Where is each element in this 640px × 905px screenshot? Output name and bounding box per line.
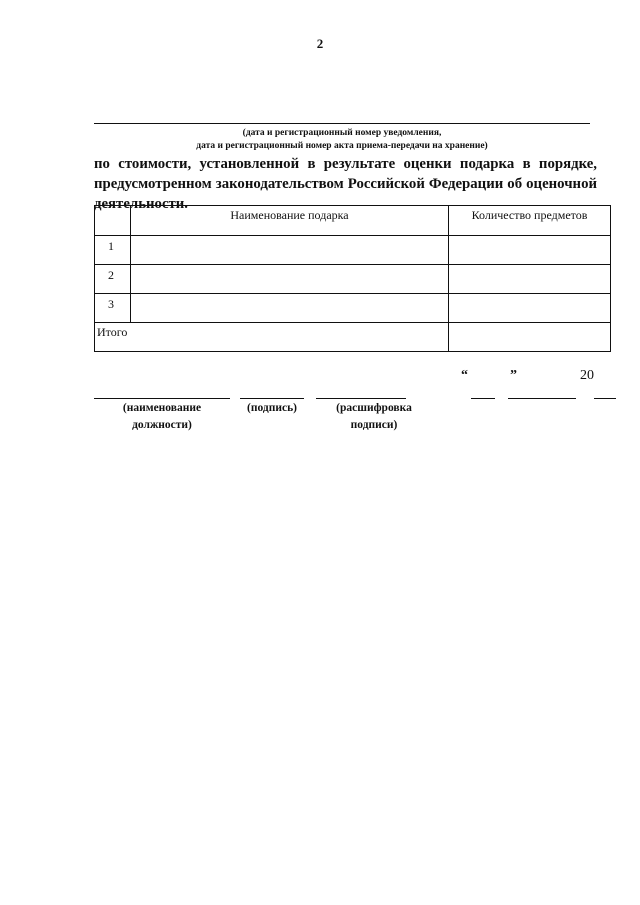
signature-caption <box>236 400 308 417</box>
quantity-cell[interactable] <box>449 294 611 323</box>
position-line[interactable] <box>94 398 230 399</box>
notification-line <box>94 123 590 124</box>
table-row <box>95 294 611 323</box>
header-gift-name: Наименование подарка <box>131 206 449 236</box>
row-number: 3 <box>95 294 131 323</box>
date-year-line[interactable] <box>594 398 616 399</box>
quantity-cell[interactable] <box>449 265 611 294</box>
row-number: 2 <box>95 265 131 294</box>
date-month-line[interactable] <box>508 398 576 399</box>
header-number <box>95 206 131 236</box>
decoding-caption <box>326 400 422 434</box>
table-row <box>95 265 611 294</box>
gifts-table <box>94 205 611 352</box>
position-caption-line-2: должности) <box>132 419 192 431</box>
date-open-quote: “ <box>461 368 468 383</box>
total-label: Итого <box>95 323 449 352</box>
table-row <box>95 236 611 265</box>
page-number: 2 <box>316 36 324 51</box>
total-quantity-cell[interactable] <box>449 323 611 352</box>
date-year-prefix: 20 <box>580 368 594 383</box>
row-number: 1 <box>95 236 131 265</box>
header-quantity: Количество предметов <box>449 206 611 236</box>
decoding-line[interactable] <box>316 398 406 399</box>
date-day-line[interactable] <box>471 398 495 399</box>
position-caption-line-1: (наименование <box>122 402 202 414</box>
position-caption <box>110 400 214 434</box>
valuation-paragraph: по стоимости, установленной в результате оценки подарка в порядке, предусмотренном законодательством Российской Федерации об оценочной деятельности. <box>94 156 597 212</box>
signature-caption-text: (подпись) <box>247 402 297 414</box>
gift-name-cell[interactable] <box>131 236 449 265</box>
quantity-cell[interactable] <box>449 236 611 265</box>
caption-line-2: дата и регистрационный номер акта приема-передачи на хранение) <box>196 141 488 151</box>
date-close-quote: ” <box>510 368 517 383</box>
caption-line-1: (дата и регистрационный номер уведомления, <box>242 128 442 138</box>
signature-line[interactable] <box>240 398 304 399</box>
gift-name-cell[interactable] <box>131 294 449 323</box>
decoding-caption-line-1: (расшифровка <box>336 402 412 414</box>
total-row <box>95 323 611 352</box>
gift-name-cell[interactable] <box>131 265 449 294</box>
table-header-row <box>95 206 611 236</box>
decoding-caption-line-2: подписи) <box>350 419 398 431</box>
